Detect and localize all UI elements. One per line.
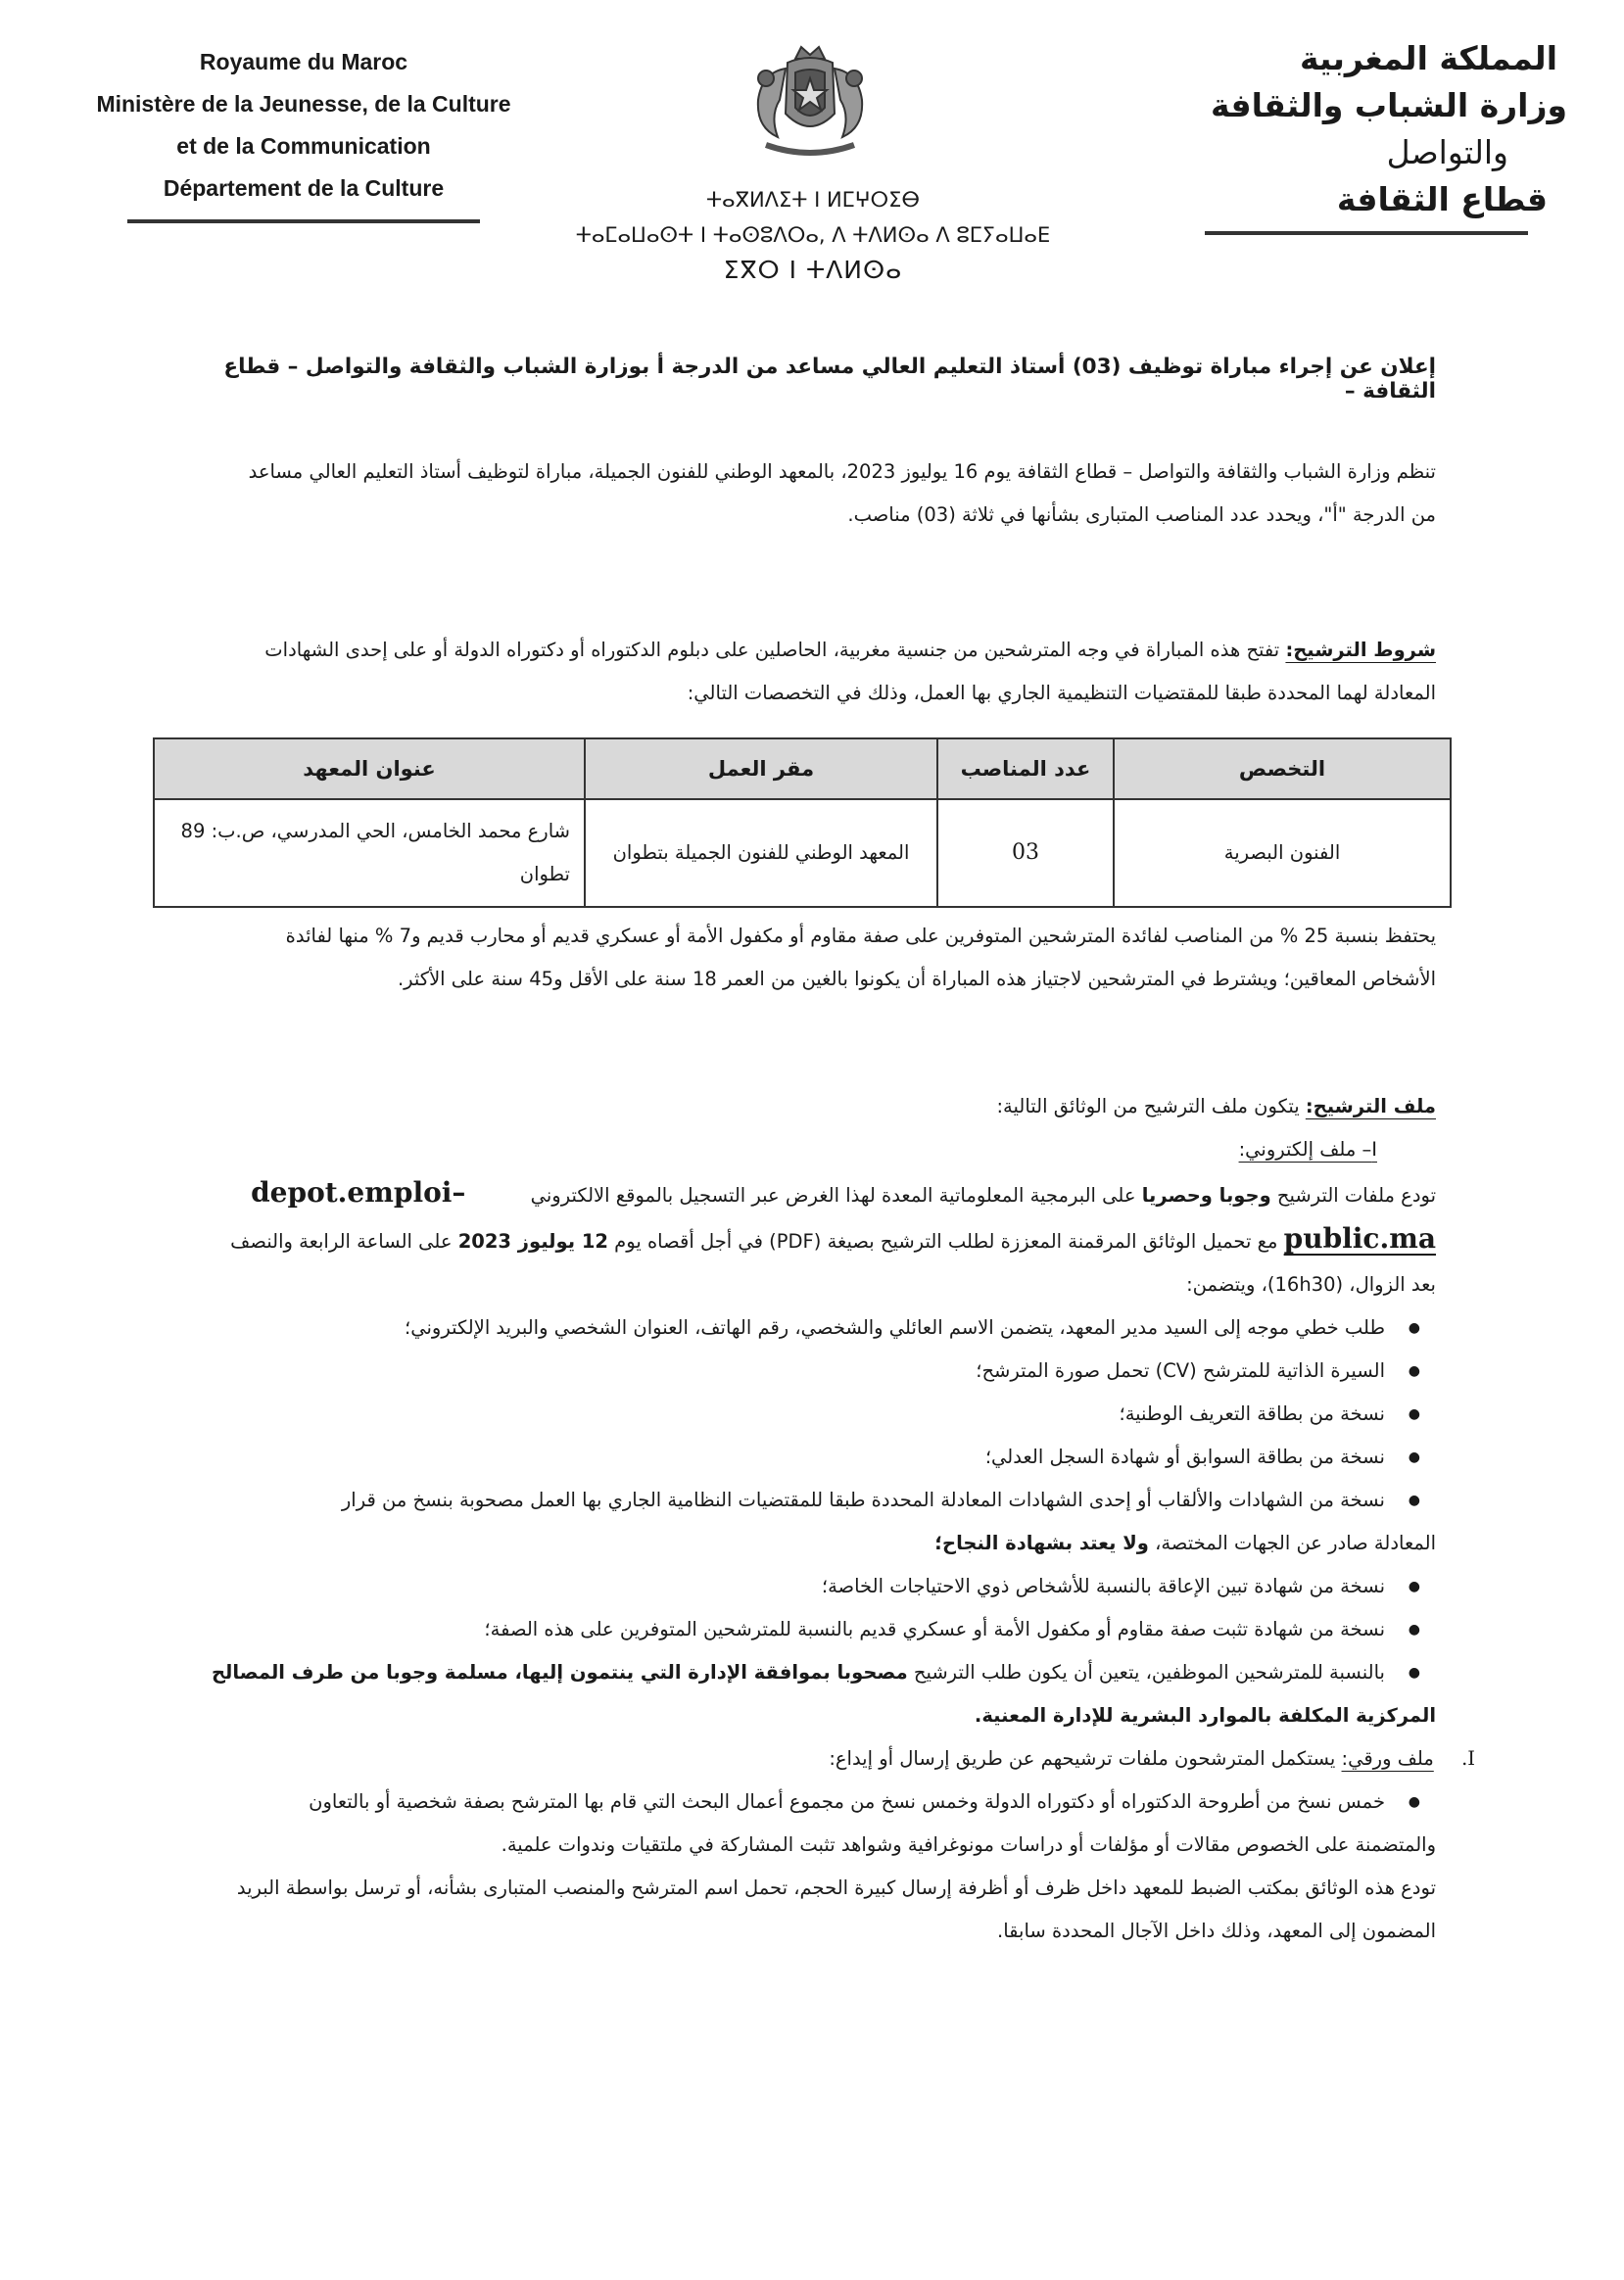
thesis-text: والمتضمنة على الخصوص مقالات أو مؤلفات أو دراسات مونوغرافية وشواهد تثبت المشاركة في ملتقيات وندوات علمية. [501, 1833, 1436, 1856]
header-fr-line: Royaume du Maroc [199, 49, 408, 74]
deposit-text: تودع هذه الوثائق بمكتب الضبط للمعهد داخل ظرف أو أظرفة إرسال كبيرة الحجم، تحمل اسم المترشح والمنصب المتبارى بشأنه، أو ترسل بواسطة البريد [236, 1876, 1436, 1899]
quota-line: الأشخاص المعاقين؛ ويشترط في المترشحين لاجتياز هذه المباراة أن يكونوا بالغين من العمر 18 سنة على الأقل و45 سنة على الأكثر. [397, 968, 1436, 990]
header-tifinagh [549, 182, 1077, 288]
deposit-text: المضمون إلى المعهد، وذلك داخل الآجال المحددة سابقا. [997, 1920, 1436, 1942]
list-item [186, 1651, 1424, 1694]
file-section [186, 1085, 1475, 1953]
header-specialty: التخصص [1114, 738, 1451, 799]
header-french [78, 41, 529, 223]
deadline-date: 12 يوليوز 2023 [457, 1230, 608, 1253]
header-workplace: مقر العمل [585, 738, 937, 799]
header-fr-line: Ministère de la Jeunesse, de la Culture [96, 91, 511, 117]
employees-bold: المركزية المكلفة بالموارد البشرية للإدارة المعنية. [974, 1704, 1436, 1727]
electronic-file-label: I– ملف إلكتروني: [1238, 1138, 1377, 1161]
address-line: تطوان [519, 863, 570, 885]
documents-list [186, 1306, 1424, 1522]
upload-text: مع تحميل الوثائق المرقمنة المعززة لطلب الترشيح بصيغة (PDF) في أجل أقصاه يوم [614, 1230, 1278, 1253]
quota-paragraph [186, 915, 1436, 1001]
equivalence-text: المعادلة صادر عن الجهات المختصة، [1155, 1532, 1436, 1554]
conditions-text: تفتح هذه المباراة في وجه المترشحين من جنسية مغربية، الحاصلين على دبلوم الدكتوراه أو دكتوراه الدولة أو على إحدى الشهادات [264, 639, 1280, 661]
header-fr-line: et de la Communication [176, 133, 431, 159]
header-fr-line: Département de la Culture [163, 175, 445, 201]
cell-workplace: المعهد الوطني للفنون الجميلة بتطوان [585, 799, 937, 907]
cell-address [154, 799, 585, 907]
list-item: ● طلب خطي موجه إلى السيد مدير المعهد، يتضمن الاسم العائلي والشخصي، رقم الهاتف، العنوان الشخصي والبريد الإلكتروني؛ [186, 1306, 1424, 1350]
paper-roman-numeral: I. [1461, 1747, 1475, 1770]
list-item [186, 1479, 1424, 1522]
electronic-text: تودع ملفات الترشيح [1276, 1184, 1436, 1207]
table-header-row [154, 738, 1451, 799]
file-intro: يتكون ملف الترشيح من الوثائق التالية: [996, 1095, 1300, 1117]
cell-positions: 03 [937, 799, 1114, 907]
paper-text: يستكمل المترشحون ملفات ترشيحهم عن طريق إرسال أو إيداع: [829, 1747, 1336, 1770]
file-label: ملف الترشيح: [1305, 1095, 1436, 1117]
intro-line: تنظم وزارة الشباب والثقافة والتواصل – قطاع الثقافة يوم 16 يوليوز 2023، بالمعهد الوطني للفنون الجميلة، مباراة لتوظيف أستاذ التعليم العالي مساعد [248, 460, 1436, 483]
upload-text: على الساعة الرابعة والنصف [230, 1230, 453, 1253]
header-ar-line: المملكة المغربية [1300, 39, 1557, 77]
address-line: شارع محمد الخامس، الحي المدرسي، ص.ب: 89 [180, 820, 570, 842]
conditions-label: شروط الترشيح: [1285, 639, 1436, 661]
header-tif-line: ⵉⴳⵔ ⵏ ⵜⴷⵍⵙⴰ [723, 256, 903, 284]
header-fr-divider [127, 219, 480, 223]
intro-line: من الدرجة "أ"، ويحدد عدد المناصب المتبارى بشأنها في ثلاثة (03) مناصب. [847, 503, 1436, 526]
list-item: ● السيرة الذاتية للمترشح (CV) تحمل صورة المترشح؛ [186, 1350, 1424, 1393]
documents-list [186, 1781, 1424, 1824]
equivalence-text: نسخة من الشهادات والألقاب أو إحدى الشهادات المعادلة المحددة طبقا للمقتضيات النظامية الجاري بها العمل مصحوبة بنسخ من قرار [341, 1489, 1385, 1511]
documents-list [186, 1565, 1424, 1694]
conditions-section [186, 629, 1436, 715]
header-ar-line: قطاع الثقافة [1336, 180, 1548, 218]
header-tif-line: ⵜⴰⵎⴰⵡⴰⵙⵜ ⵏ ⵜⴰⵙⵓⴷⵔⴰ, ⴷ ⵜⴷⵍⵙⴰ ⴷ ⵓⵎⵢⴰⵡⴰⴹ [575, 223, 1051, 247]
header-positions: عدد المناصب [937, 738, 1114, 799]
website-link-part1[interactable]: depot.emploi– [251, 1176, 466, 1209]
employees-text: بالنسبة للمترشحين الموظفين، يتعين أن يكون طلب الترشيح [913, 1661, 1385, 1684]
header-address: عنوان المعهد [154, 738, 585, 799]
upload-text: بعد الزوال، (16h30)، ويتضمن: [1186, 1273, 1436, 1296]
header-arabic [1107, 35, 1567, 235]
cell-specialty: الفنون البصرية [1114, 799, 1451, 907]
moroccan-coat-of-arms-icon [737, 39, 884, 166]
equivalence-bold: ولا يعتد بشهادة النجاح؛ [934, 1532, 1149, 1554]
announcement-title: إعلان عن إجراء مباراة توظيف (03) أستاذ التعليم العالي مساعد من الدرجة أ بوزارة الشباب والثقافة والتواصل – قطاع الثقافة – [223, 355, 1436, 404]
positions-table [153, 737, 1452, 908]
list-item: ● نسخة من بطاقة التعريف الوطنية؛ [186, 1393, 1424, 1436]
electronic-text: على البرمجية المعلوماتية المعدة لهذا الغرض عبر التسجيل بالموقع الالكتروني [530, 1184, 1136, 1207]
header-ar-divider [1205, 231, 1528, 235]
employees-bold: مصحوبا بموافقة الإدارة التي ينتمون إليها، مسلمة وجوبا من طرف المصالح [211, 1661, 908, 1684]
list-item: ● نسخة من بطاقة السوابق أو شهادة السجل العدلي؛ [186, 1436, 1424, 1479]
header-ar-line: وزارة الشباب والثقافة [1210, 86, 1567, 124]
paper-file-label: ملف ورقي: [1341, 1747, 1434, 1770]
table-row [154, 799, 1451, 907]
website-link-part2[interactable]: public.ma [1283, 1222, 1436, 1255]
header-tif-line: ⵜⴰⴳⵍⴷⵉⵜ ⵏ ⵍⵎⵖⵔⵉⴱ [705, 188, 921, 212]
list-item: ● نسخة من شهادة تثبت صفة مقاوم أو مكفول الأمة أو عسكري قديم بالنسبة للمترشحين المتوفرين على هذه الصفة؛ [186, 1608, 1424, 1651]
intro-paragraph [186, 451, 1436, 537]
list-item: ● خمس نسخ من أطروحة الدكتوراه أو دكتوراه الدولة وخمس نسخ من مجموع أعمال البحث التي قام بها المترشح بصفة شخصية أو بالتعاون [186, 1781, 1424, 1824]
header-ar-line: والتواصل [1386, 133, 1508, 171]
list-item: ● نسخة من شهادة تبين الإعاقة بالنسبة للأشخاص ذوي الاحتياجات الخاصة؛ [186, 1565, 1424, 1608]
conditions-text: المعادلة لهما المحددة طبقا للمقتضيات التنظيمية الجاري بها العمل، وذلك في التخصصات التالي: [687, 682, 1436, 704]
electronic-bold: وجوبا وحصريا [1141, 1184, 1271, 1207]
quota-line: يحتفظ بنسبة 25 % من المناصب لفائدة المترشحين المتوفرين على صفة مقاوم أو مكفول الأمة أو عسكري قديم أو محارب قديم و7 % منها لفائدة [285, 925, 1436, 947]
